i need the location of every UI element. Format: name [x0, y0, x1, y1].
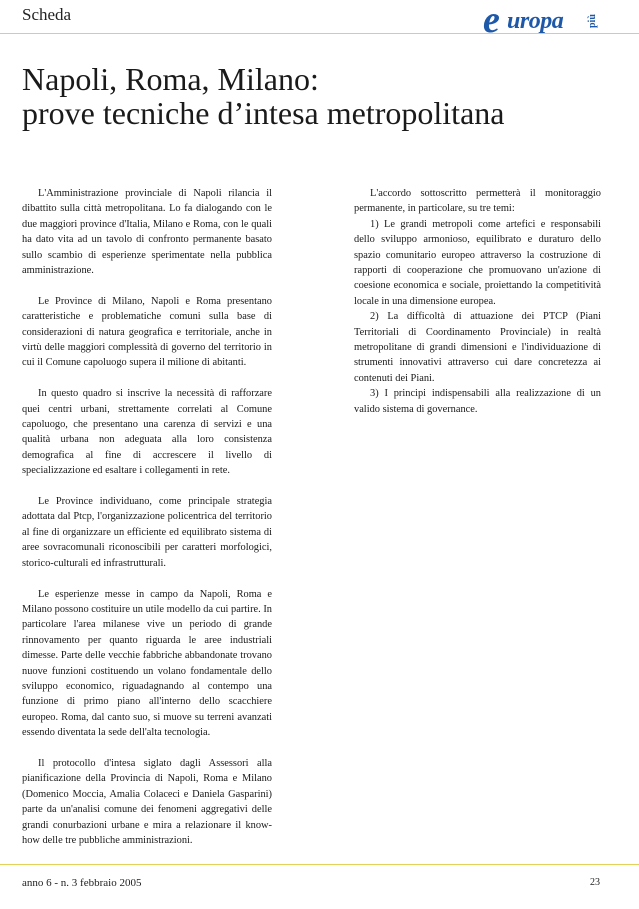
logo-suffix: più — [587, 14, 598, 28]
paragraph: Le Province individuano, come principale strategia adottata dal Ptcp, l'organizzazione policentrica del territorio al fine di organizzare un efficiente ed equilibrato sistema di aree sovracomunali riconoscibili per caratteri morfologici, storico-culturali ed infrastrutturali. — [22, 496, 272, 569]
article-title-line-2: prove tecniche d’intesa metropolitana — [22, 95, 505, 131]
paragraph: Il protocollo d'intesa siglato dagli Assessori alla pianificazione della Provincia di Napoli, Roma e Milano (Domenico Moccia, Amalia Colaceci e Daniela Gasparini) parte da un'analisi comune dei fenomeni aggregativi delle grandi conurbazioni urbane e mira a relazionare il know-how delle tre pubbliche amministrazioni. — [22, 757, 272, 846]
paragraph: L'accordo sottoscritto permetterà il monitoraggio permanente, in particolare, su tre temi: — [354, 188, 601, 215]
footer-rule — [0, 864, 639, 865]
article-column-right — [354, 186, 601, 417]
page-number: 23 — [590, 877, 600, 888]
issue-info: anno 6 - n. 3 febbraio 2005 — [22, 877, 142, 889]
list-item: 2) La difficoltà di attuazione dei PTCP (Piani Territoriali di Coordinamento Provinciale) in realtà metropolitane di grandi dimensioni e l'individuazione di strumenti innovativi attraverso cui dare concretezza ai contenuti dei Piani. — [354, 311, 601, 384]
article-column-left — [22, 186, 272, 864]
article-title — [22, 62, 622, 130]
paragraph: L'Amministrazione provinciale di Napoli rilancia il dibattito sulla città metropolitana. Lo fa dialogando con le due maggiori province d'Italia, Milano e Roma, con le quali ha dato vita ad un tavolo di confronto permanente basato sullo scambio di esperienze sperimentate nella pubblica amministrazione. — [22, 188, 272, 277]
paragraph: Le esperienze messe in campo da Napoli, Roma e Milano possono costituire un utile modello da cui partire. In particolare l'area milanese vive un periodo di grande rinnovamento per quanto riguarda le aree industriali dimesse. Parte delle vecchie fabbriche abbandonate trovano nuove funzioni costituendo un volano fondamentale dello sviluppo economico, riguadagnando al contempo una funzione di primo piano all'interno dello scacchiere europeo. Roma, dal canto suo, si muove su terreni avanzati essendo diventata la sede dell'alta tecnologia. — [22, 588, 272, 739]
paragraph: Le Province di Milano, Napoli e Roma presentano caratteristiche e problematiche comuni sulla base di considerazioni di natura geografica e territoriale, anche in virtù delle maggiori complessità di governo del territorio in cui il Comune capoluogo supera il milione di abitanti. — [22, 295, 272, 369]
section-label: Scheda — [22, 5, 72, 24]
logo-word: uropa — [507, 8, 564, 34]
logo-initial: e — [483, 0, 500, 41]
list-item: 1) Le grandi metropoli come artefici e responsabili dello sviluppo armonioso, equilibrato e duraturo dello spazio comunitario europeo attraverso la costruzione di rapporti di cooperazione che promuovano un'azione di coesione economica e sociale, proiettando la competitività locale in una dimensione europea. — [354, 218, 601, 307]
paragraph: In questo quadro si inscrive la necessità di rafforzare quei centri urbani, strettamente correlati al Comune capoluogo, che presentano una carenza di servizi e una qualità urbana non adeguata alla loro consistenza demografica al fine di accrescere il livello di specializzazione ed esaltare i collegamenti in rete. — [22, 388, 272, 477]
list-item: 3) I principi indispensabili alla realizzazione di un valido sistema di governance. — [354, 388, 601, 415]
article-title-line-1: Napoli, Roma, Milano: — [22, 61, 319, 97]
magazine-logo — [483, 2, 603, 40]
